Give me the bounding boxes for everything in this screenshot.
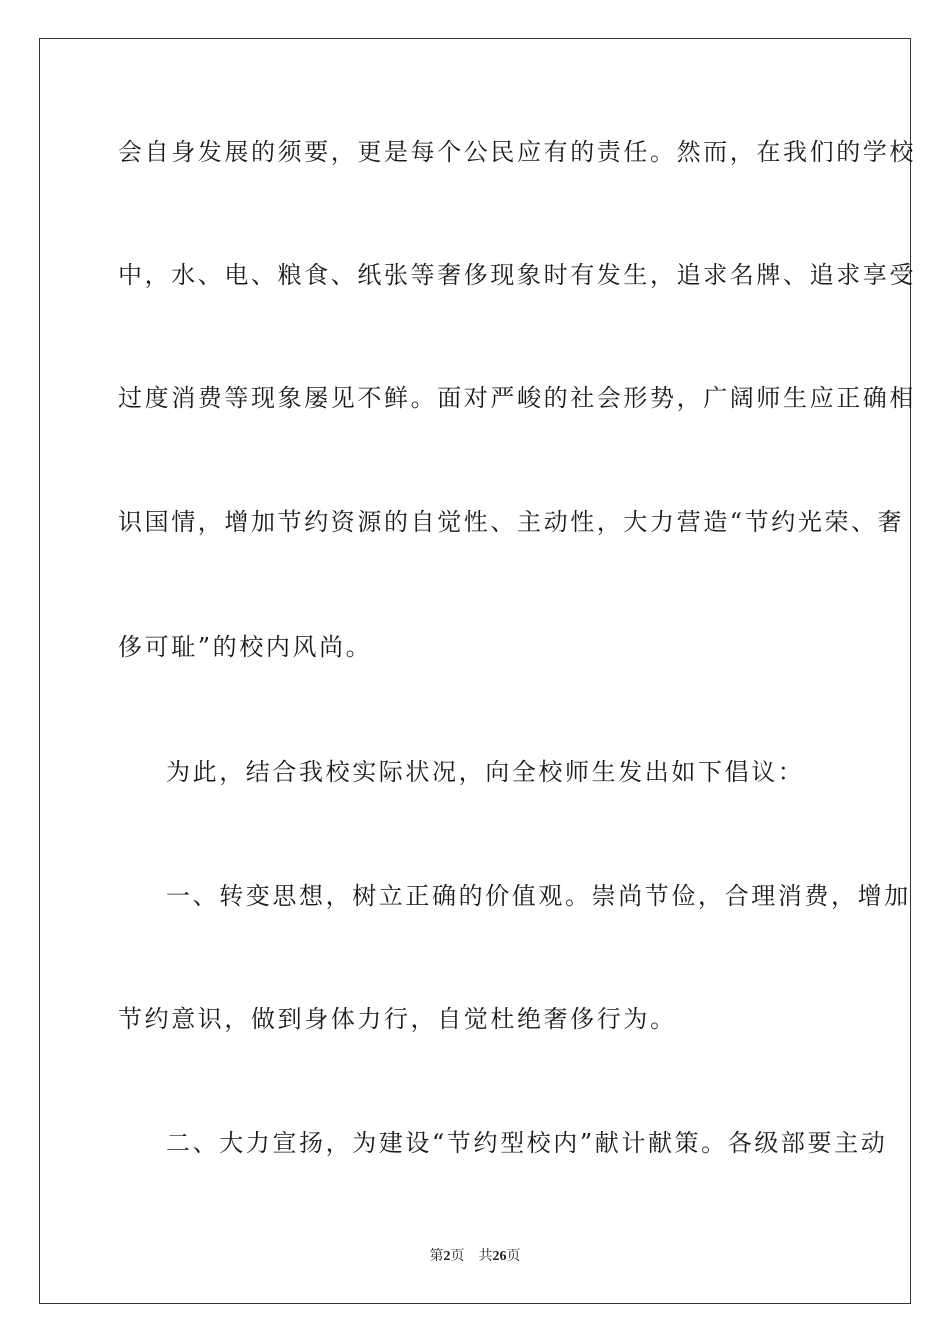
- footer-page-prefix: 第: [429, 1249, 444, 1264]
- body-line-2: 中，水、电、粮食、纸张等奢侈现象时有发生，追求名牌、追求享受: [118, 261, 916, 289]
- footer-page-number: 2: [443, 1249, 451, 1264]
- page-frame: [39, 38, 916, 1304]
- body-line-4: 识国情，增加节约资源的自觉性、主动性，大力营造“节约光荣、奢: [118, 508, 905, 536]
- page-footer: [0, 1248, 950, 1266]
- item-one-line-1: 一、转变思想，树立正确的价值观。崇尚节俭，合理消费，增加: [166, 882, 911, 910]
- body-line-1: 会自身发展的须要，更是每个公民应有的责任。然而，在我们的学校: [118, 138, 916, 166]
- footer-page-suffix: 页: [450, 1249, 465, 1264]
- body-line-3: 过度消费等现象屡见不鲜。面对严峻的社会形势，广阔师生应正确相: [118, 384, 916, 412]
- footer-total-suffix: 页: [506, 1249, 521, 1264]
- footer-total-pages: 26: [492, 1249, 507, 1264]
- item-two-line-1: 二、大力宣扬，为建设“节约型校内”献计献策。各级部要主动: [166, 1129, 888, 1157]
- body-line-5: 侈可耻”的校内风尚。: [118, 633, 373, 661]
- paragraph-intro: 为此，结合我校实际状况，向全校师生发出如下倡议：: [166, 758, 805, 786]
- footer-total-prefix: 共: [478, 1249, 493, 1264]
- item-one-line-2: 节约意识，做到身体力行，自觉杜绝奢侈行为。: [118, 1005, 677, 1033]
